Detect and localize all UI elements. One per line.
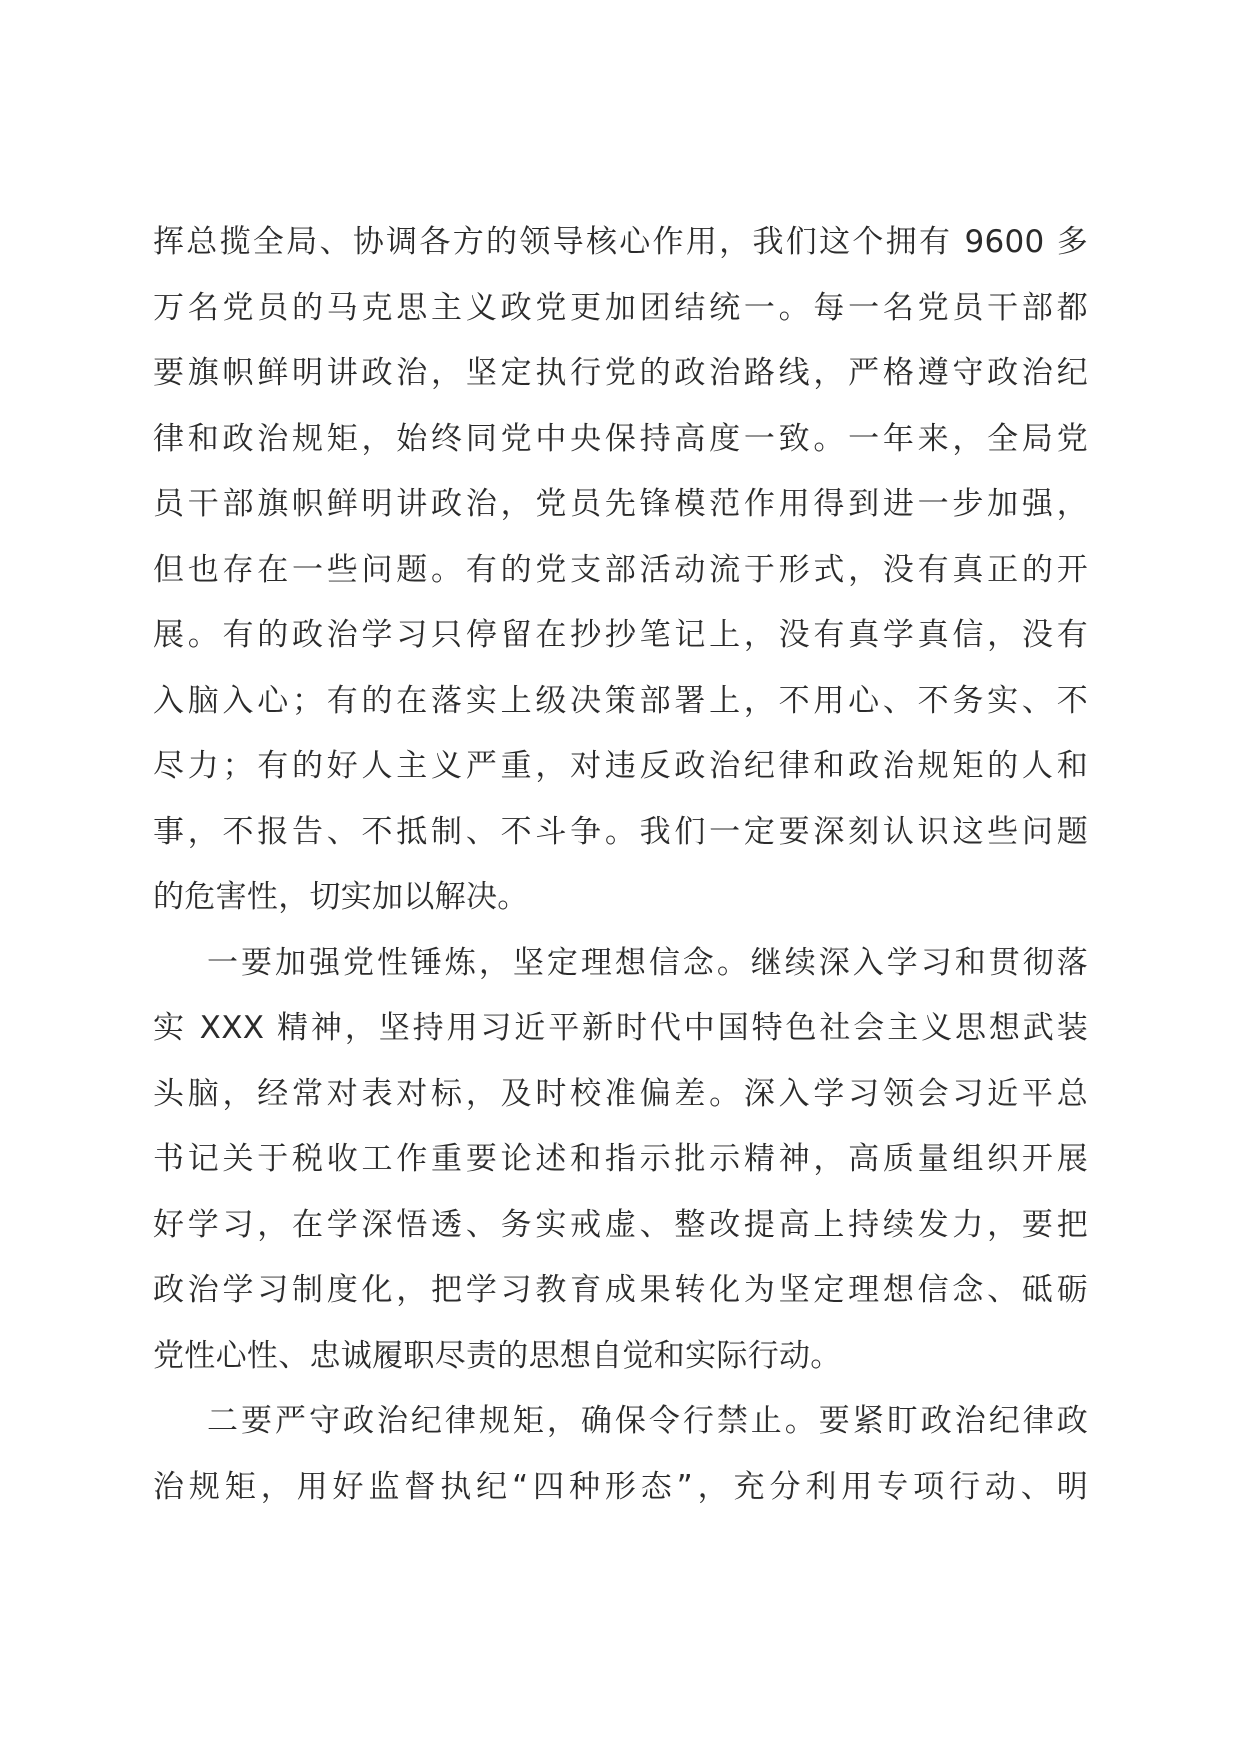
text-line: 事，不报告、不抵制、不斗争。我们一定要深刻认识这些问题 [153,813,1088,850]
text-line: 治规矩，用好监督执纪“四种形态”，充分利用专项行动、明 [153,1468,1088,1505]
text-line: 员干部旗帜鲜明讲政治，党员先锋模范作用得到进一步加强， [153,486,1088,522]
text-line: 律和政治规矩，始终同党中央保持高度一致。一年来，全局党 [153,420,1088,457]
text-line: 头脑，经常对表对标，及时校准偏差。深入学习领会习近平总 [153,1075,1088,1112]
text-line: 实 XXX 精神，坚持用习近平新时代中国特色社会主义思想武装 [153,1010,1088,1046]
text-line: 但也存在一些问题。有的党支部活动流于形式，没有真正的开 [153,551,1088,588]
text-line: 书记关于税收工作重要论述和指示批示精神，高质量组织开展 [153,1141,1088,1177]
text-line: 政治学习制度化，把学习教育成果转化为坚定理想信念、砥砺 [153,1272,1088,1308]
text-line: 的危害性，切实加以解决。 [153,879,529,915]
text-line: 入脑入心；有的在落实上级决策部署上，不用心、不务实、不 [153,682,1088,719]
text-line: 一要加强党性锤炼，坚定理想信念。继续深入学习和贯彻落 [207,944,1088,981]
text-line: 好学习，在学深悟透、务实戒虚、整改提高上持续发力，要把 [153,1206,1088,1243]
text-line: 要旗帜鲜明讲政治，坚定执行党的政治路线，严格遵守政治纪 [153,355,1088,391]
text-line: 党性心性、忠诚履职尽责的思想自觉和实际行动。 [153,1337,842,1374]
paragraph-1 [153,210,1088,931]
text-line: 挥总揽全局、协调各方的领导核心作用，我们这个拥有 9600 多 [153,224,1088,260]
text-line: 二要严守政治纪律规矩，确保令行禁止。要紧盯政治纪律政 [207,1403,1088,1439]
text-line: 万名党员的马克思主义政党更加团结统一。每一名党员干部都 [153,289,1088,326]
paragraph-3 [153,1389,1088,1520]
paragraph-2 [153,931,1088,1390]
document-body [153,210,1088,1520]
text-line: 尽力；有的好人主义严重，对违反政治纪律和政治规矩的人和 [153,748,1088,784]
text-line: 展。有的政治学习只停留在抄抄笔记上，没有真学真信，没有 [153,617,1088,653]
